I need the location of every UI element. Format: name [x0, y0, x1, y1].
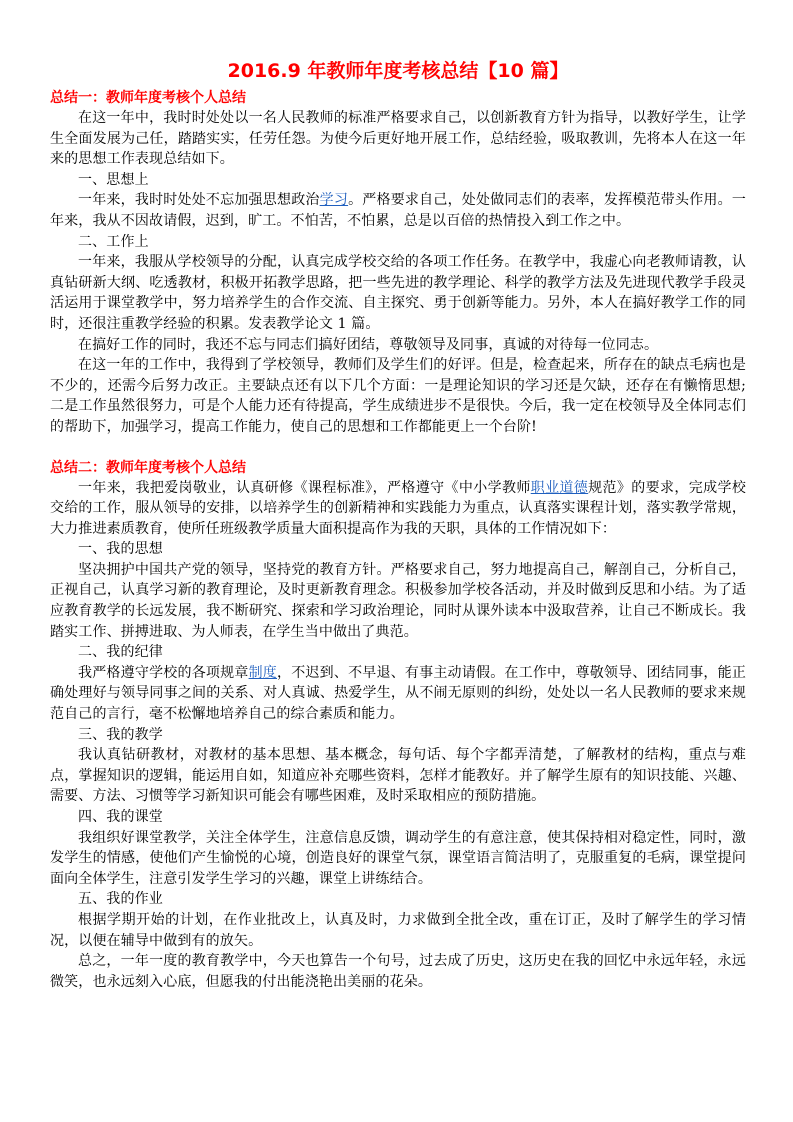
subheading: 三、我的教学 [78, 726, 163, 743]
subheading: 二、工作上 [78, 233, 149, 250]
section-spacer [50, 438, 746, 458]
subheading: 四、我的课堂 [78, 809, 163, 825]
subheading: 一、思想上 [78, 171, 149, 188]
paragraph: 我认真钻研教材，对教材的基本思想、基本概念，每句话、每个字都弄清楚，了解教材的结构，重点与难点，掌握知识的逻辑，能运用自如，知道应补充哪些资料，怎样才能教好。并了解学生原有的知识技能、兴趣、需要、方法、习惯等学习新知识可能会有哪些困难，及时采取相应的预防措施。 [50, 747, 746, 805]
paragraph: 在这一年中，我时时处处以一名人民教师的标准严格要求自己，以创新教育方针为指导，以教好学生，让学生全面发展为己任，踏踏实实，任劳任怨。为使今后更好地开展工作，总结经验，吸取教训，先将本人在这一年来的思想工作表现总结如下。 [50, 110, 746, 168]
paragraph-text: 一年来，我时时处处不忘加强思想政治 [78, 192, 320, 209]
paragraph-text: 。严格要求自己，处处做同志们的表率，发挥模范带头作用。一年来，我从不因故请假，迟到，旷工。不怕苦，不怕累，总是以百倍的热情投入到工作之中。 [50, 192, 746, 229]
subheading: 五、我的作业 [78, 891, 163, 908]
paragraph-text: 我严格遵守学校的各项规章 [78, 664, 249, 681]
paragraph: 在这一年的工作中，我得到了学校领导，教师们及学生们的好评。但是，检查起来，所存在的缺点毛病也是不少的，还需今后努力改正。主要缺点还有以下几个方面：一是理论知识的学习还是欠缺，还存在有懒惰思想;二是工作虽然很努力，可是个人能力还有待提高，学生成绩进步不是很快。今后，我一定在校领导及全体同志们的帮助下，加强学习，提高工作能力，使自己的思想和工作都能更上一个台阶! [50, 357, 746, 435]
document-title: 2016.9 年教师年度考核总结【10 篇】 [227, 60, 569, 82]
subheading: 二、我的纪律 [78, 644, 163, 661]
paragraph: 一年来，我服从学校领导的分配，认真完成学校交给的各项工作任务。在教学中，我虚心向老教师请教，认真钻研新大纲、吃透教材，积极开拓教学思路，把一些先进的教学理论、科学的教学方法及先进现代教学手段灵活运用于课堂教学中，努力培养学生的合作交流、自主探究、勇于创新等能力。另外，本人在搞好教学工作的同时，还很注重教学经验的积累。发表教学论文 1 篇。 [50, 254, 746, 332]
summary-one [50, 88, 746, 438]
paragraph [50, 478, 746, 540]
paragraph: 坚决拥护中国共产党的领导，坚持党的教育方针。严格要求自己，努力地提高自己，解剖自己，分析自己，正视自己，认真学习新的教育理论，及时更新教育理念。积极参加学校各活动，并及时做到反思和小结。为了适应教育教学的长远发展，我不断研究、探索和学习政治理论，同时从课外读本中汲取营养，让自己不断成长。我踏实工作、拼搏进取、为人师表，在学生当中做出了典范。 [50, 561, 746, 640]
paragraph: 总之，一年一度的教育教学中，今天也算告一个句号，过去成了历史，这历史在我的回忆中永远年轻，永远微笑，也永远刻入心底，但愿我的付出能浇艳出美丽的花朵。 [50, 953, 746, 990]
subheading: 一、我的思想 [78, 541, 163, 558]
paragraph: 我组织好课堂教学，关注全体学生，注意信息反馈，调动学生的有意注意，使其保持相对稳定性，同时，激发学生的情感，使他们产生愉悦的心境，创造良好的课堂气氛，课堂语言简洁明了，克服重复的毛病，课堂提问面向全体学生，注意引发学生学习的兴趣，课堂上讲练结合。 [50, 829, 746, 887]
paragraph [50, 190, 746, 231]
paragraph-text: 一年来，我把爱岗敬业，认真研修《课程标准》，严格遵守《中小学教师 [78, 479, 531, 496]
paragraph-text: 规范》的要求，完成学校交给的工作，服从领导的安排，以培养学生的创新精神和实践能力为重点，认真落实课程计划，落实教学常规，大力推进素质教育，使所任班级教学质量大面积提高作为我的天职，具体的工作情况如下： [50, 479, 746, 537]
document-page [50, 58, 746, 992]
paragraph-text: ，不迟到、不早退、有事主动请假。在工作中，尊敬领导、团结同事，能正确处理好与领导同事之间的关系、对人真诚、热爱学生，从不闹无原则的纠纷，处处以一名人民教师的要求来规范自己的言行，毫不松懈地培养自己的综合素质和能力。 [50, 664, 746, 723]
regulations-link[interactable]: 制度 [248, 664, 277, 681]
study-link[interactable]: 学习 [319, 192, 349, 209]
section-title: 总结一：教师年度考核个人总结 [50, 90, 246, 106]
paragraph: 根据学期开始的计划，在作业批改上，认真及时，力求做到全批全改，重在订正，及时了解学生的学习情况，以便在辅导中做到有的放矢。 [50, 911, 746, 949]
paragraph: 在搞好工作的同时，我还不忘与同志们搞好团结，尊敬领导及同事，真诚的对待每一位同志。 [78, 336, 659, 353]
summary-two [50, 458, 746, 993]
section-title: 总结二：教师年度考核个人总结 [50, 459, 246, 476]
paragraph [50, 663, 746, 725]
professional-ethics-link[interactable]: 职业道德 [530, 479, 589, 496]
